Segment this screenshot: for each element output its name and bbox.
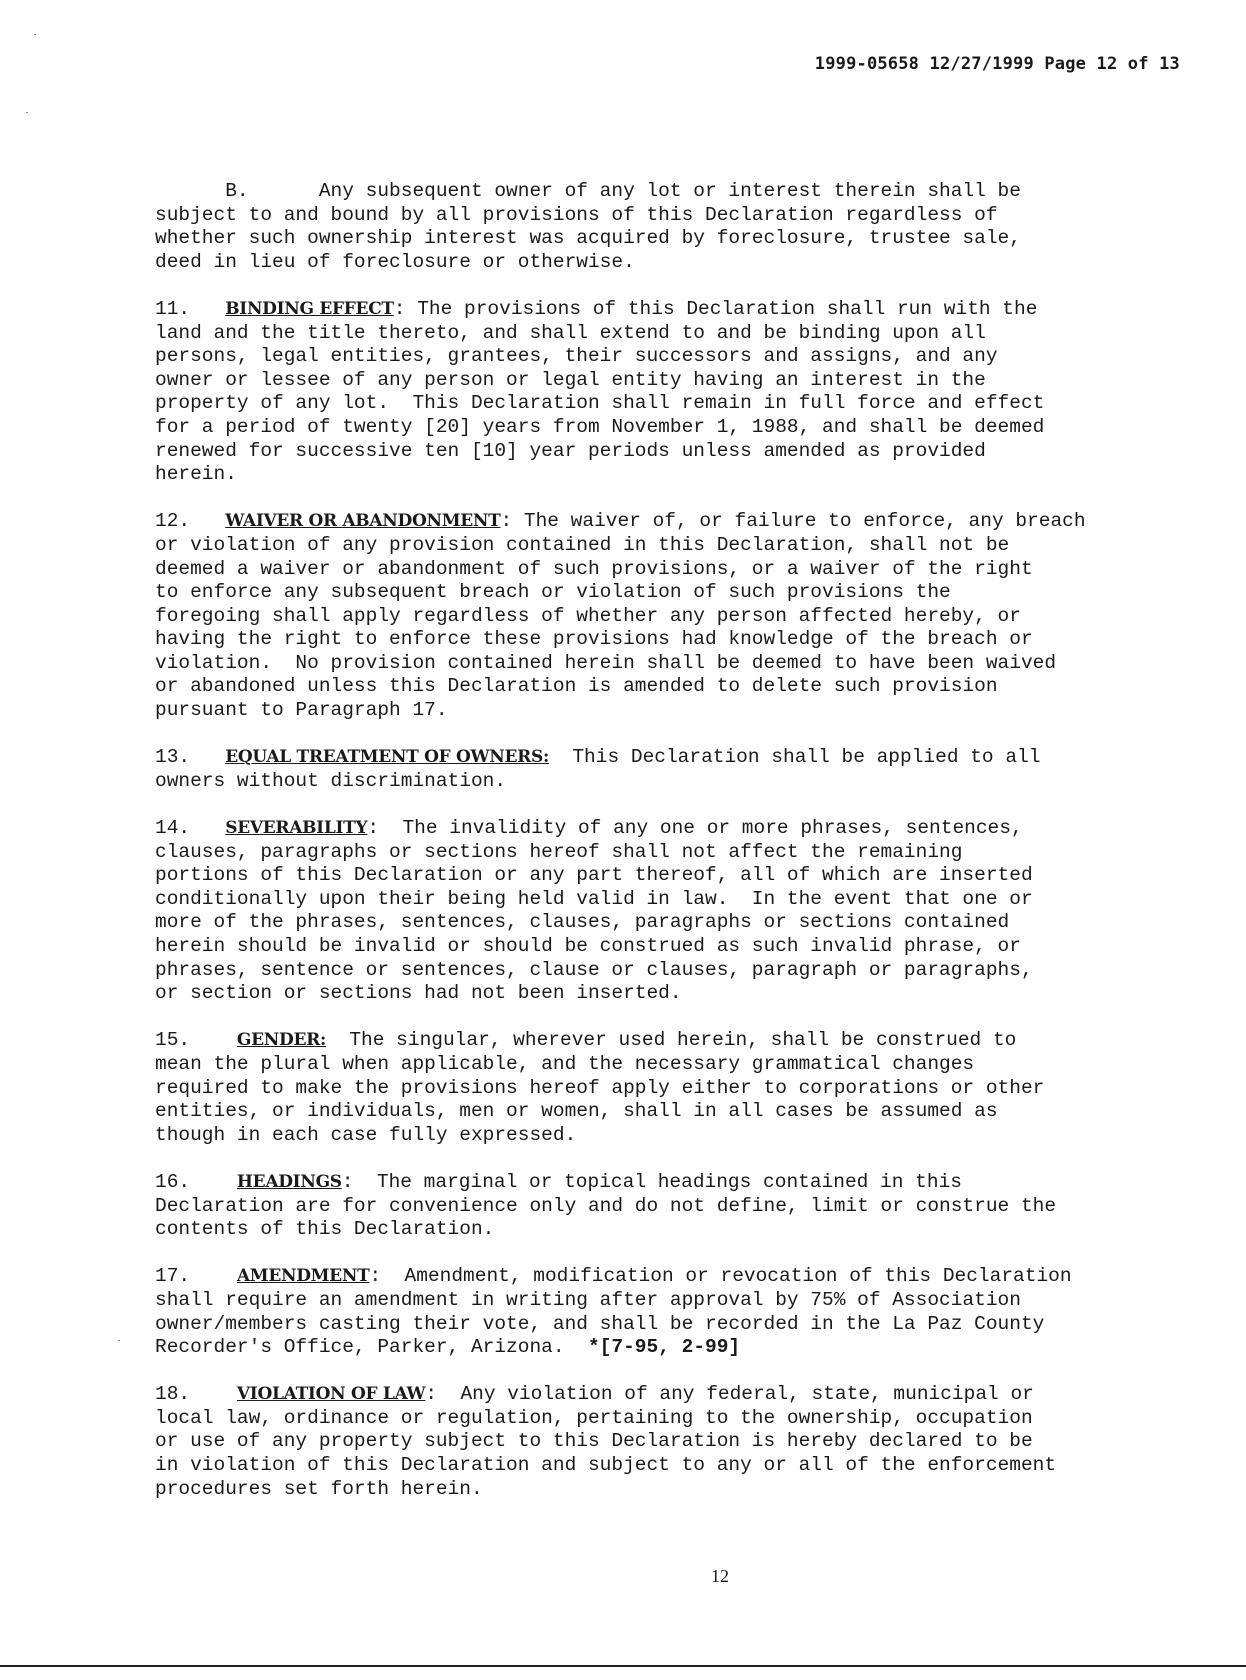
revision-note: *[7-95, 2-99] [587, 1336, 741, 1359]
recording-header: 1999-05658 12/27/1999 Page 12 of 13 [814, 54, 1180, 74]
text-line: deed in lieu of foreclosure or otherwise. [155, 250, 635, 273]
text-line: for a period of twenty [20] years from November 1, 1988, and shall be deemed [155, 415, 1045, 438]
section-heading: WAIVER OR ABANDONMENT [225, 511, 501, 532]
text-line: more of the phrases, sentences, clauses, paragraphs or sections contained [155, 911, 1010, 934]
section-14 [155, 817, 1155, 1006]
text-line: to enforce any subsequent breach or violation of such provisions the [155, 581, 951, 604]
text-line: or use of any property subject to this Declaration is hereby declared to be [155, 1430, 1033, 1453]
section-number: 14. [155, 817, 191, 840]
section-number: 12. [155, 510, 191, 533]
text-line: local law, ordinance or regulation, pertaining to the ownership, occupation [155, 1406, 1033, 1429]
section-text: : The invalidity of any one or more phrases, sentences, [367, 817, 1023, 840]
text-line: owners without discrimination. [155, 769, 507, 792]
text-line: conditionally upon their being held valid in law. In the event that one or [155, 887, 1033, 910]
section-text: : Any violation of any federal, state, municipal or [425, 1383, 1034, 1406]
text-line: portions of this Declaration or any part thereof, all of which are inserted [155, 864, 1033, 887]
section-heading: BINDING EFFECT [225, 298, 394, 319]
text-line: deemed a waiver or abandonment of such provisions, or a waiver of the right [155, 557, 1033, 580]
section-number: 13. [155, 746, 191, 769]
section-text: This Declaration shall be applied to all [548, 746, 1041, 769]
section-text: : The marginal or topical headings contained in this [341, 1170, 962, 1193]
text-line: pursuant to Paragraph 17. [155, 699, 448, 722]
section-number: 11. [155, 297, 191, 320]
text-line: Declaration are for convenience only and do not define, limit or construe the [155, 1194, 1057, 1217]
section-heading: EQUAL TREATMENT OF OWNERS: [225, 747, 549, 768]
section-heading: GENDER: [236, 1030, 326, 1051]
text-line: B. Any subsequent owner of any lot or interest therein shall be [155, 180, 1021, 202]
scan-speck [26, 112, 28, 113]
text-line: property of any lot. This Declaration shall remain in full force and effect [155, 392, 1045, 415]
section-text: The singular, wherever used herein, shall be construed to [325, 1029, 1017, 1052]
text-line: renewed for successive ten [10] year periods unless amended as provided [155, 439, 986, 462]
section-12 [155, 510, 1155, 722]
scan-speck [34, 34, 36, 35]
section-text: : The waiver of, or failure to enforce, any breach [500, 510, 1086, 533]
paragraph-b [155, 180, 1155, 274]
section-number: 15. [155, 1029, 191, 1052]
section-text: : Amendment, modification or revocation of this Declaration [369, 1265, 1072, 1288]
section-number: 17. [155, 1265, 191, 1288]
text-line: land and the title thereto, and shall extend to and be binding upon all [155, 321, 986, 344]
text-line: foregoing shall apply regardless of whether any person affected hereby, or [155, 604, 1021, 627]
text-line: or violation of any provision contained in this Declaration, shall not be [155, 533, 1010, 556]
text-line: persons, legal entities, grantees, their successors and assigns, and any [155, 345, 998, 368]
text-line: violation. No provision contained herein shall be deemed to have been waived [155, 651, 1057, 674]
section-heading: SEVERABILITY [225, 818, 368, 839]
section-11 [155, 298, 1155, 487]
section-17 [155, 1265, 1155, 1359]
text-line: phrases, sentence or sentences, clause or clauses, paragraph or paragraphs, [155, 958, 1033, 981]
section-13 [155, 746, 1155, 793]
bottom-scan-edge [0, 1665, 1246, 1667]
section-heading: AMENDMENT [236, 1266, 370, 1287]
section-text: : The provisions of this Declaration shall run with the [393, 297, 1038, 320]
text-line: procedures set forth herein. [155, 1477, 483, 1500]
text-line: herein should be invalid or should be construed as such invalid phrase, or [155, 935, 1021, 957]
text-line: having the right to enforce these provisions had knowledge of the breach or [155, 628, 1033, 651]
text-line: required to make the provisions hereof apply either to corporations or other [155, 1076, 1045, 1099]
text-line: entities, or individuals, men or women, shall in all cases be assumed as [155, 1100, 998, 1123]
section-15 [155, 1029, 1155, 1147]
text-line: though in each case fully expressed. [155, 1123, 577, 1146]
text-line: owner or lessee of any person or legal entity having an interest in the [155, 368, 986, 391]
text-line: subject to and bound by all provisions of this Declaration regardless of [155, 203, 998, 226]
section-heading: VIOLATION OF LAW [236, 1384, 426, 1405]
text-line: clauses, paragraphs or sections hereof shall not affect the remaining [155, 840, 963, 863]
text-line: shall require an amendment in writing after approval by 75% of Association [155, 1288, 1021, 1311]
text-line: owner/members casting their vote, and shall be recorded in the La Paz County [155, 1312, 1045, 1335]
page-number: 12 [711, 1566, 729, 1586]
section-16 [155, 1171, 1155, 1242]
text-line: in violation of this Declaration and subject to any or all of the enforcement [155, 1454, 1057, 1477]
text-line: contents of this Declaration. [155, 1218, 495, 1241]
section-heading: HEADINGS [236, 1171, 342, 1192]
document-body [155, 180, 1155, 1525]
scan-speck [118, 1340, 120, 1341]
text-line: herein. [155, 463, 237, 486]
section-number: 16. [155, 1170, 191, 1193]
text-line: Recorder's Office, Parker, Arizona. [155, 1336, 588, 1359]
text-line: or section or sections had not been inserted. [155, 982, 682, 1005]
text-line: whether such ownership interest was acquired by foreclosure, trustee sale, [155, 227, 1021, 250]
text-line: mean the plural when applicable, and the necessary grammatical changes [155, 1052, 975, 1075]
section-number: 18. [155, 1383, 191, 1406]
section-18 [155, 1383, 1155, 1501]
text-line: or abandoned unless this Declaration is amended to delete such provision [155, 675, 998, 698]
